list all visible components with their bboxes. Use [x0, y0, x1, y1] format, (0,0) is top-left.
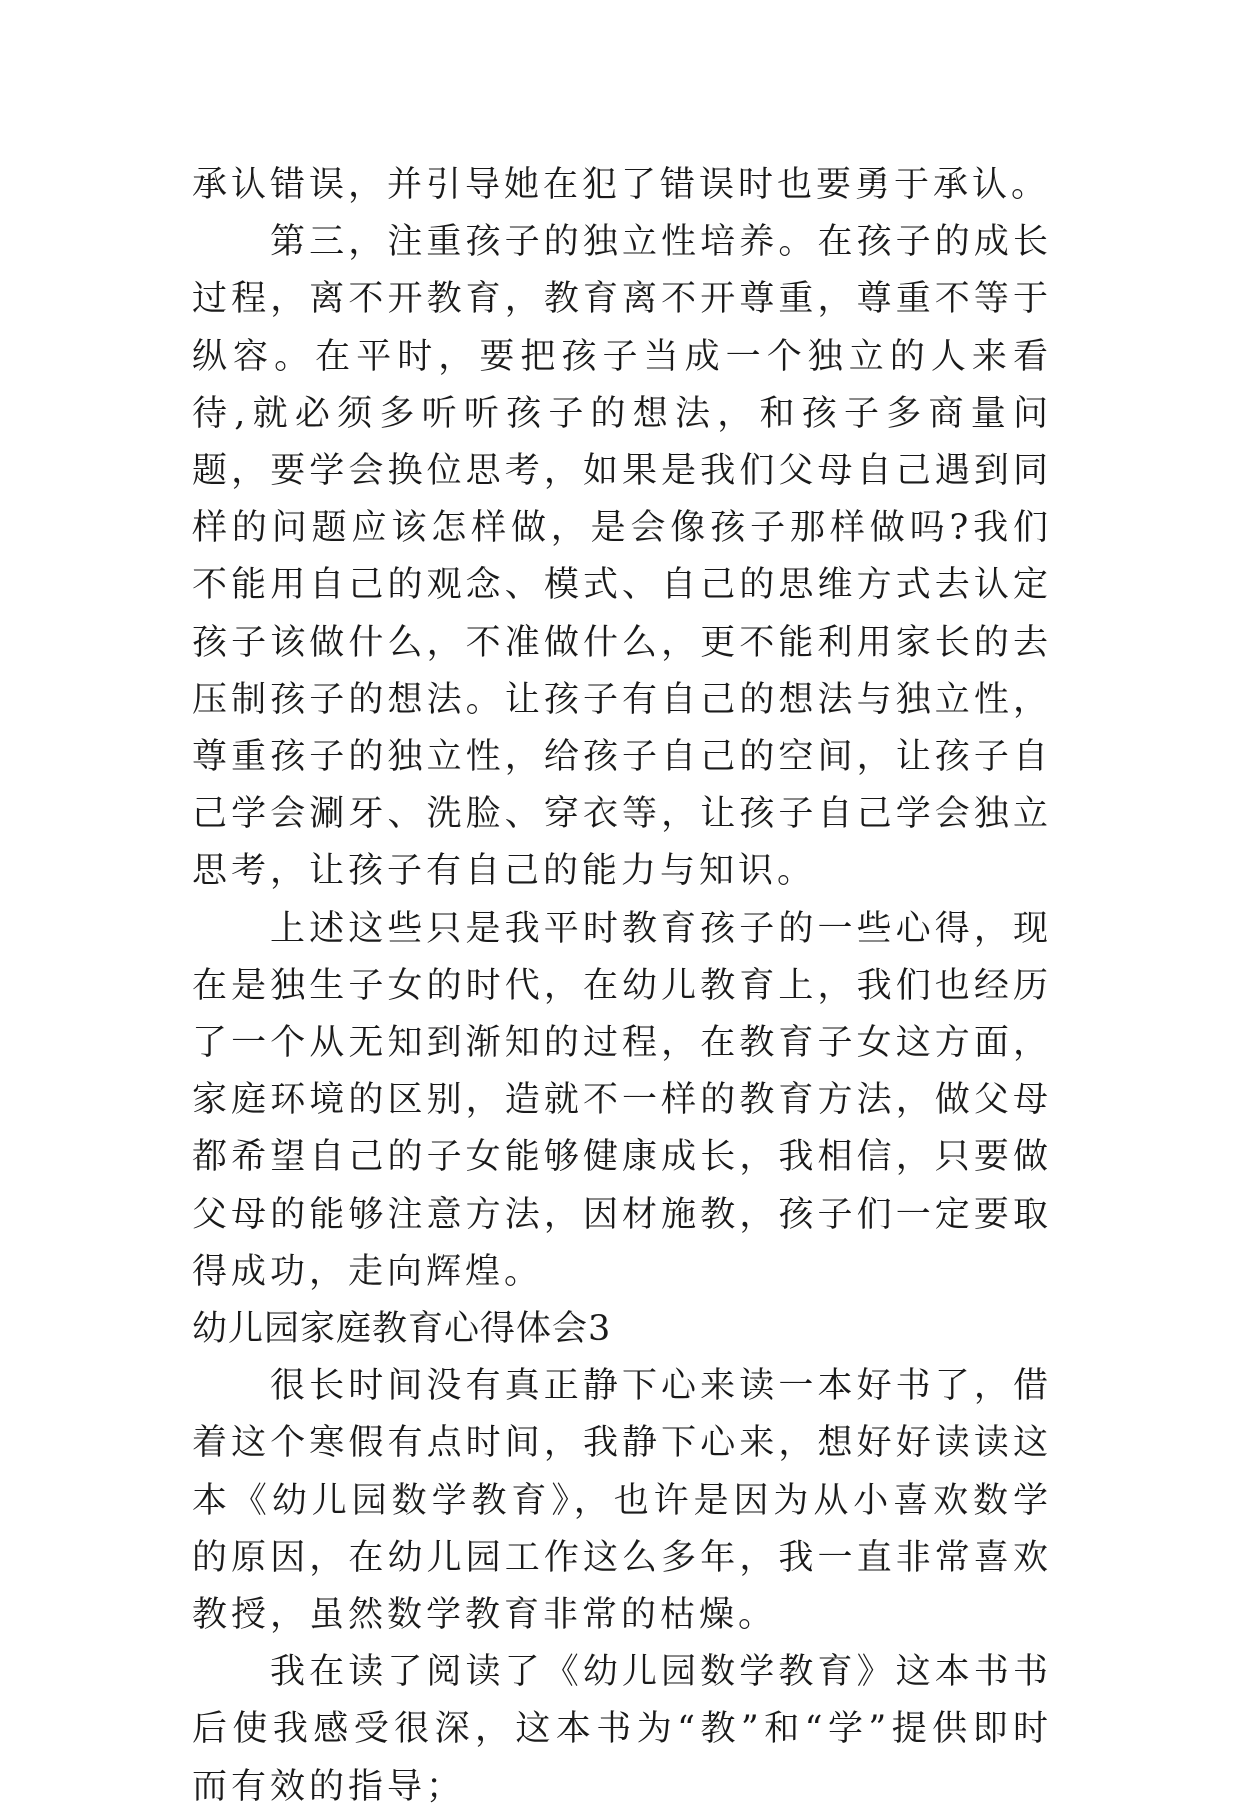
section-heading: 幼儿园家庭教育心得体会3 — [192, 1309, 612, 1350]
paragraph-independence: 第三，注重孩子的独立性培养。在孩子的成长过程，离不开教育，教育离不开尊重，尊重不等于纵容。在平时，要把孩子当成一个独立的人来看待,就必须多听听孩子的想法，和孩子多商量问题，要学会换位思考，如果是我们父母自己遇到同样的问题应该怎样做，是会像孩子那样做吗?我们不能用自己的观念、模式、自己的思维方式去认定孩子该做什么，不准做什么，更不能利用家长的去压制孩子的想法。让孩子有自己的想法与独立性，尊重孩子的独立性，给孩子自己的空间，让孩子自己学会涮牙、洗脸、穿衣等，让孩子自己学会独立思考，让孩子有自己的能力与知识。 — [192, 222, 1052, 892]
paragraph-impression: 我在读了阅读了《幼儿园数学教育》这本书书后使我感受很深，这本书为“教”和“学”提供即时而有效的指导； — [192, 1652, 1052, 1807]
paragraph-reading: 很长时间没有真正静下心来读一本好书了，借着这个寒假有点时间，我静下心来，想好好读读这本《幼儿园数学教育》，也许是因为从小喜欢数学的原因，在幼儿园工作这么多年，我一直非常喜欢教授，虽然数学教育非常的枯燥。 — [192, 1366, 1052, 1636]
paragraph-summary: 上述这些只是我平时教育孩子的一些心得，现在是独生子女的时代，在幼儿教育上，我们也经历了一个从无知到渐知的过程，在教育子女这方面，家庭环境的区别，造就不一样的教育方法，做父母都希望自己的子女能够健康成长，我相信，只要做父母的能够注意方法，因材施教，孩子们一定要取得成功，走向辉煌。 — [192, 908, 1052, 1292]
document-body — [192, 157, 1052, 1816]
paragraph-continuation: 承认错误，并引导她在犯了错误时也要勇于承认。 — [192, 165, 1051, 205]
